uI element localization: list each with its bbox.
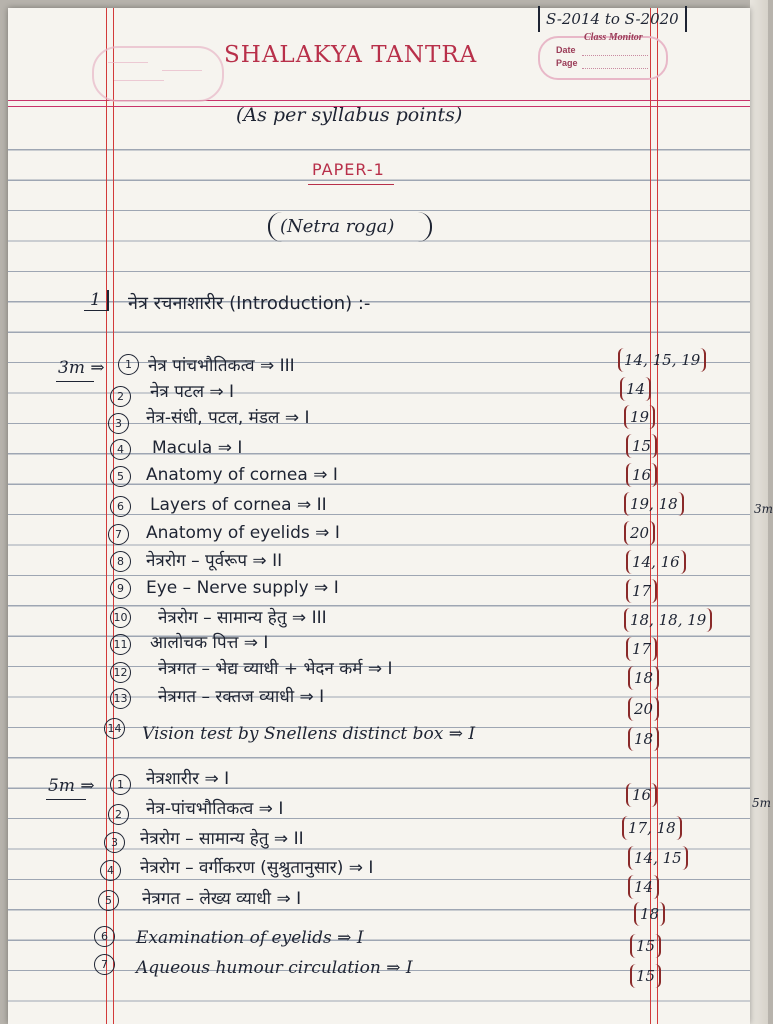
item-number: 1: [110, 774, 131, 795]
group-marker-5m: 5m ⇒: [48, 776, 95, 796]
page-subtitle: (As per syllabus points): [236, 104, 463, 126]
exam-range: S-2014 to S-2020: [538, 6, 687, 32]
item-number: 4: [110, 439, 131, 460]
list-item: नेत्रशारीर ⇒ I: [146, 769, 230, 789]
group-marks-label: 5m: [48, 776, 75, 796]
item-number: 5: [110, 466, 131, 487]
reference-years: 14, 16: [626, 550, 686, 574]
reference-years: 18: [634, 902, 665, 926]
reference-years: 17: [626, 579, 657, 603]
item-number: 14: [104, 718, 125, 739]
reference-years: 17, 18: [622, 816, 682, 840]
item-number: 5: [98, 890, 119, 911]
item-number: 12: [110, 662, 131, 683]
list-item: नेत्ररोग – सामान्य हेतु ⇒ III: [158, 608, 327, 628]
group-marks-label: 3m: [58, 358, 85, 378]
page-title: SHALAKYA TANTRA: [224, 42, 478, 68]
item-number: 13: [110, 688, 131, 709]
reference-years: 20: [624, 521, 655, 545]
list-item: नेत्र-संधी, पटल, मंडल ⇒ I: [146, 408, 310, 428]
item-number: 4: [100, 860, 121, 881]
list-item: नेत्र-पांचभौतिकत्व ⇒ I: [146, 799, 284, 819]
topic-title: (Netra roga): [280, 216, 395, 237]
list-item: नेत्र पांचभौतिकत्व ⇒ III: [148, 356, 295, 376]
list-item: नेत्ररोग – पूर्वरूप ⇒ II: [146, 551, 283, 571]
adjacent-page-mark: 3m: [754, 502, 773, 516]
reference-years: 18, 18, 19: [624, 608, 712, 632]
list-item: Anatomy of eyelids ⇒ I: [146, 523, 340, 543]
reference-years: 16: [626, 783, 657, 807]
item-number: 2: [108, 804, 129, 825]
reference-years: 18: [628, 666, 659, 690]
list-item: Anatomy of cornea ⇒ I: [146, 465, 338, 485]
brand-stamp: [92, 46, 224, 102]
item-number: 2: [110, 386, 131, 407]
margin-line-right-inner: [657, 8, 658, 1024]
reference-years: 16: [626, 463, 657, 487]
reference-years: 14, 15, 19: [618, 348, 706, 372]
stamp-date-label: Date: [556, 45, 576, 55]
reference-years: 20: [628, 697, 659, 721]
paper-label-underline: [308, 184, 394, 185]
reference-years: 15: [630, 964, 661, 988]
list-item: Examination of eyelids ⇒ I: [136, 928, 364, 948]
list-item: Vision test by Snellens distinct box ⇒ I: [142, 724, 476, 744]
section-number: 1: [84, 290, 109, 311]
list-item: नेत्रगत – लेख्य व्याधी ⇒ I: [142, 889, 302, 909]
paper-label: PAPER-1: [312, 160, 385, 179]
reference-years: 15: [630, 934, 661, 958]
item-number: 11: [110, 634, 131, 655]
list-item: नेत्ररोग – सामान्य हेतु ⇒ II: [140, 829, 304, 849]
list-item: नेत्ररोग – वर्गीकरण (सुश्रुतानुसार) ⇒ I: [140, 858, 374, 878]
item-number: 7: [108, 524, 129, 545]
list-item: नेत्र पटल ⇒ I: [150, 382, 235, 402]
reference-years: 19, 18: [624, 492, 684, 516]
section-heading: नेत्र रचनाशारीर (Introduction) :-: [128, 293, 371, 314]
item-number: 8: [110, 551, 131, 572]
item-number: 9: [110, 578, 131, 599]
item-number: 1: [118, 354, 139, 375]
group-marker-underline: [56, 381, 94, 382]
list-item: आलोचक पित्त ⇒ I: [150, 633, 269, 653]
group-marker-underline: [46, 799, 86, 800]
list-item: Macula ⇒ I: [152, 438, 243, 458]
reference-years: 14: [620, 377, 651, 401]
item-number: 6: [94, 926, 115, 947]
list-item: Aqueous humour circulation ⇒ I: [136, 958, 413, 978]
group-marker-3m: 3m ⇒: [58, 358, 105, 378]
adjacent-page-mark: 5m: [752, 796, 772, 810]
item-number: 7: [94, 954, 115, 975]
reference-years: 19: [624, 405, 655, 429]
margin-line-right: [650, 8, 651, 1024]
list-item: Layers of cornea ⇒ II: [150, 495, 327, 515]
stamp-page-label: Page: [556, 58, 578, 68]
item-number: 6: [110, 496, 131, 517]
item-number: 3: [104, 832, 125, 853]
reference-years: 14, 15: [628, 846, 688, 870]
list-item: नेत्रगत – रक्तज व्याधी ⇒ I: [158, 687, 325, 707]
reference-years: 18: [628, 727, 659, 751]
reference-years: 17: [626, 637, 657, 661]
reference-years: 14: [628, 875, 659, 899]
class-monitor-label: Class Monitor: [584, 32, 643, 43]
list-item: नेत्रगत – भेद्य व्याधी + भेदन कर्म ⇒ I: [158, 659, 393, 679]
list-item: Eye – Nerve supply ⇒ I: [146, 578, 339, 598]
item-number: 10: [110, 607, 131, 628]
item-number: 3: [108, 413, 129, 434]
reference-years: 15: [626, 434, 657, 458]
